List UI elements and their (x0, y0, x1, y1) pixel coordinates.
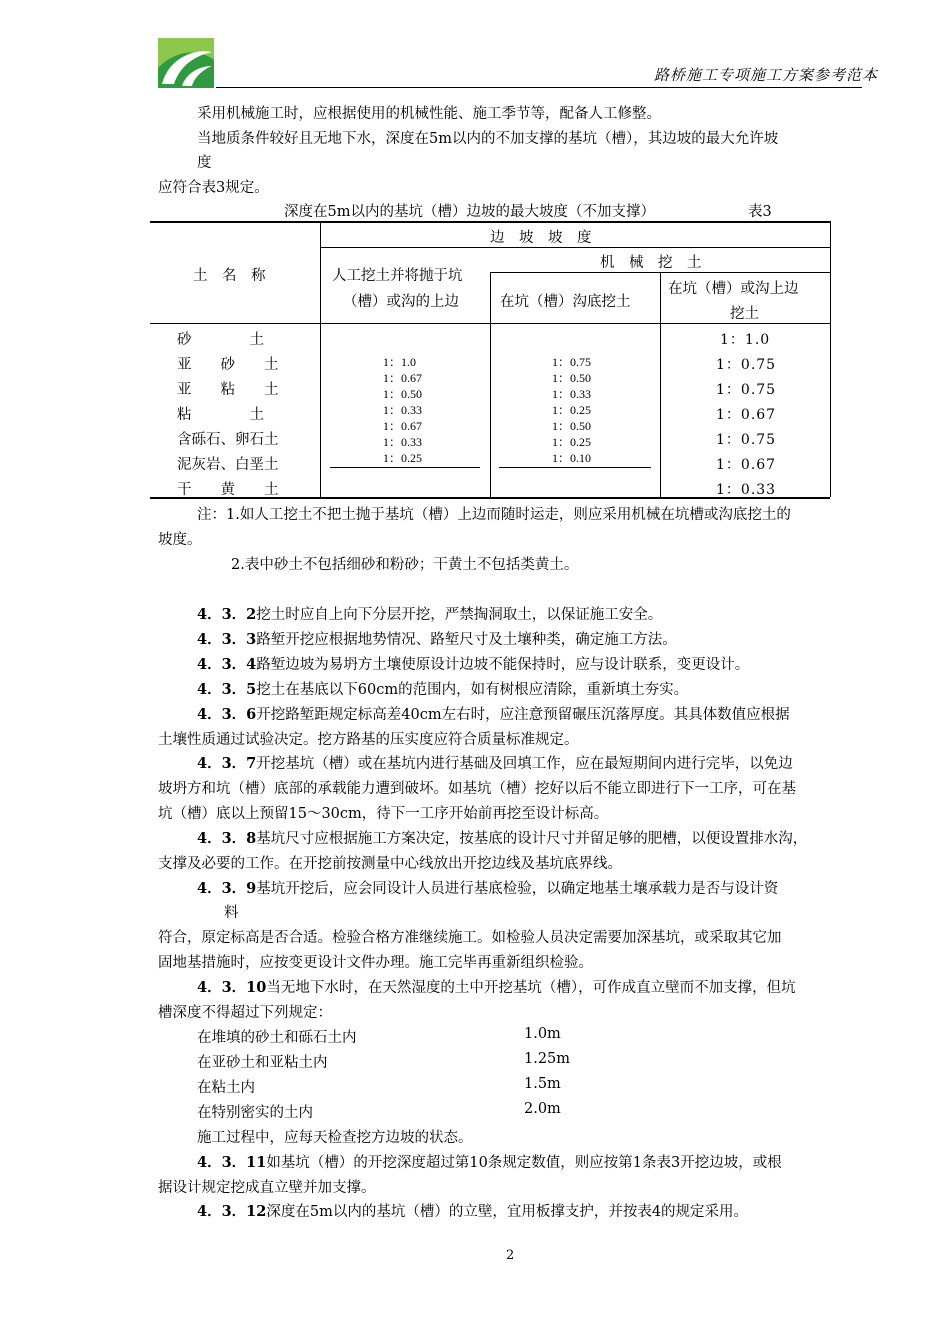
soil-name-cell: 泥灰岩、白垩土 (177, 457, 279, 473)
clause-number: 4．3．3 (197, 631, 257, 648)
table-rule (320, 247, 830, 248)
clause-text: 开挖路堑距规定标高差40cm左右时，应注意预留碾压沉落厚度。其具体数值应根据 (256, 707, 790, 723)
depth-value: 1.0m (524, 1026, 561, 1042)
soil-name-cell: 亚 粘 土 (177, 382, 279, 398)
pit-bottom-slope-cell: 1：0.33 (552, 387, 592, 401)
intro-paragraph-2-wrap: 度 (197, 155, 212, 171)
clause-number: 4．3．4 (197, 656, 257, 673)
header-pit-top-line1: 在坑（槽）或沟上边 (668, 281, 799, 297)
clause-number: 4．3．12 (197, 1203, 267, 1220)
clause-text: 挖土时应自上向下分层开挖，严禁掏洞取土，以保证施工安全。 (256, 607, 663, 623)
soil-name-cell: 粘 土 (177, 407, 264, 423)
clause-text: 路堑边坡为易坍方土壤使原设计边坡不能保持时，应与设计联系，变更设计。 (256, 657, 750, 673)
pit-bottom-slope-cell: 1：0.50 (552, 419, 592, 433)
clause-text-wrap: 料 (224, 905, 239, 921)
depth-value: 1.25m (524, 1051, 571, 1067)
soil-name-cell: 干 黄 土 (177, 482, 279, 498)
page-number: 2 (506, 1248, 515, 1263)
header-title: 路桥施工专项施工方案参考范本 (653, 66, 878, 84)
clause-number: 4．3．9 (197, 880, 257, 897)
pit-bottom-slope-cell: 1：0.75 (552, 355, 592, 369)
pit-bottom-slope-cell: 1：0.50 (552, 371, 592, 385)
clause-number: 4．3．2 (197, 606, 257, 623)
pit-bottom-slope-cell: 1：0.25 (552, 403, 592, 417)
depth-value: 2.0m (524, 1101, 561, 1117)
clause-number: 4．3．8 (197, 830, 257, 847)
clause-number: 4．3．11 (197, 1154, 267, 1171)
clause-text: 路堑开挖应根据地势情况、路堑尺寸及土壤种类，确定施工方法。 (256, 632, 677, 648)
table-column-rule (830, 221, 831, 497)
depth-label: 在粘土内 (197, 1080, 255, 1096)
note-2: 2.表中砂土不包括细砂和粉砂；干黄土不包括类黄土。 (231, 557, 579, 573)
clause-text-wrap: 坡坍方和坑（槽）底部的承载能力遭到破坏。如基坑（槽）挖好以后不能立即进行下一工序，可在基 (158, 781, 796, 797)
table-column-rule (320, 221, 321, 497)
manual-slope-cell: 1：0.67 (383, 419, 423, 433)
pit-top-slope-cell: 1：0.75 (716, 432, 777, 448)
header-divider (216, 87, 862, 88)
pit-top-slope-cell: 1：1.0 (720, 332, 771, 348)
clause-text-wrap: 坑（槽）底以上预留15～30cm，待下一工序开始前再挖至设计标高。 (158, 806, 609, 822)
header-pit-top-line2: 挖土 (730, 306, 759, 322)
depth-value: 1.5m (524, 1076, 561, 1092)
clause-text: 深度在5m以内的基坑（槽）的立壁，宜用板撑支护，并按表4的规定采用。 (266, 1204, 749, 1220)
pit-top-slope-cell: 1：0.75 (716, 382, 777, 398)
note-1-wrap: 坡度。 (158, 532, 202, 548)
clause-text: 当无地下水时，在天然湿度的土中开挖基坑（槽），可作成直立壁而不加支撑，但坑 (266, 980, 796, 996)
pit-top-slope-cell: 1：0.67 (716, 457, 777, 473)
clause-text-wrap: 槽深度不得超过下列规定： (158, 1005, 332, 1021)
clause-number: 4．3．6 (197, 706, 257, 723)
pit-bottom-slope-cell: 1：0.10 (552, 451, 592, 465)
manual-slope-cell: 1：1.0 (383, 355, 417, 369)
manual-column-underline (330, 467, 480, 468)
header-soil-name: 土 名 称 (193, 268, 266, 284)
clause-text-wrap: 支撑及必要的工作。在开挖前按测量中心线放出开挖边线及基坑底界线。 (158, 856, 622, 872)
pit-top-slope-cell: 1：0.67 (716, 407, 777, 423)
header-manual-line1: 人工挖土并将抛于坑 (332, 268, 463, 284)
depth-label: 在堆填的砂土和砾石土内 (197, 1030, 357, 1046)
clause-number: 4．3．10 (197, 979, 267, 996)
header-slope: 边 坡 坡 度 (490, 230, 592, 246)
pit-top-slope-cell: 1：0.33 (716, 482, 777, 498)
clause-text-wrap: 固地基措施时，应按变更设计文件办理。施工完毕再重新组织检验。 (158, 955, 593, 971)
table-top-border (150, 221, 830, 223)
table-column-rule (660, 272, 661, 497)
clause-text: 基坑尺寸应根据施工方案决定，按基底的设计尺寸并留足够的肥槽，以便设置排水沟， (256, 831, 808, 847)
clause-text: 施工过程中，应每天检查挖方边坡的状态。 (197, 1130, 473, 1146)
manual-slope-cell: 1：0.25 (383, 451, 423, 465)
pit-bottom-column-underline (499, 467, 651, 468)
pit-top-slope-cell: 1：0.75 (716, 357, 777, 373)
clause-text-wrap: 据设计规定挖成直立壁并加支撑。 (158, 1180, 376, 1196)
intro-paragraph-1: 采用机械施工时，应根据使用的机械性能、施工季节等，配备人工修整。 (197, 106, 661, 122)
manual-slope-cell: 1：0.33 (383, 403, 423, 417)
clause-text: 如基坑（槽）的开挖深度超过第10条规定数值，则应按第1条表3开挖边坡，或根 (266, 1155, 782, 1171)
header-pit-bottom: 在坑（槽）沟底挖土 (500, 294, 631, 310)
depth-label: 在特别密实的土内 (197, 1105, 313, 1121)
table-column-rule (490, 272, 491, 497)
intro-paragraph-2: 当地质条件较好且无地下水，深度在5m以内的不加支撑的基坑（槽），其边坡的最大允许坡 (197, 131, 779, 147)
note-1: 注：1.如人工挖土不把土抛于基坑（槽）上边而随时运走，则应采用机械在坑槽或沟底挖土的 (197, 507, 791, 523)
company-logo-icon (158, 38, 214, 88)
manual-slope-cell: 1：0.33 (383, 435, 423, 449)
soil-name-cell: 砂 土 (177, 332, 264, 348)
pit-bottom-slope-cell: 1：0.25 (552, 435, 592, 449)
clause-text-wrap: 土壤性质通过试验决定。挖方路基的压实度应符合质量标准规定。 (158, 732, 579, 748)
clause-text: 基坑开挖后，应会同设计人员进行基底检验，以确定地基土壤承载力是否与设计资 (256, 881, 779, 897)
clause-number: 4．3．7 (197, 755, 257, 772)
manual-slope-cell: 1：0.67 (383, 371, 423, 385)
table-caption: 深度在5m以内的基坑（槽）边坡的最大坡度（不加支撑） (284, 204, 655, 220)
soil-name-cell: 含砾石、卵石土 (177, 432, 279, 448)
header-manual-line2: （槽）或沟的上边 (343, 294, 459, 310)
intro-paragraph-3: 应符合表3规定。 (158, 180, 269, 196)
header-machine: 机 械 挖 土 (600, 255, 702, 271)
clause-text: 开挖基坑（槽）或在基坑内进行基础及回填工作，应在最短期间内进行完毕，以免边 (256, 756, 793, 772)
table-number: 表3 (748, 204, 772, 220)
depth-label: 在亚砂土和亚粘土内 (197, 1055, 328, 1071)
clause-text-wrap: 符合，原定标高是否合适。检验合格方准继续施工。如检验人员决定需要加深基坑，或采取其它加 (158, 930, 782, 946)
clause-text: 挖土在基底以下60cm的范围内，如有树根应清除，重新填土夯实。 (256, 682, 689, 698)
soil-name-cell: 亚 砂 土 (177, 357, 279, 373)
manual-slope-cell: 1：0.50 (383, 387, 423, 401)
clause-number: 4．3．5 (197, 681, 257, 698)
